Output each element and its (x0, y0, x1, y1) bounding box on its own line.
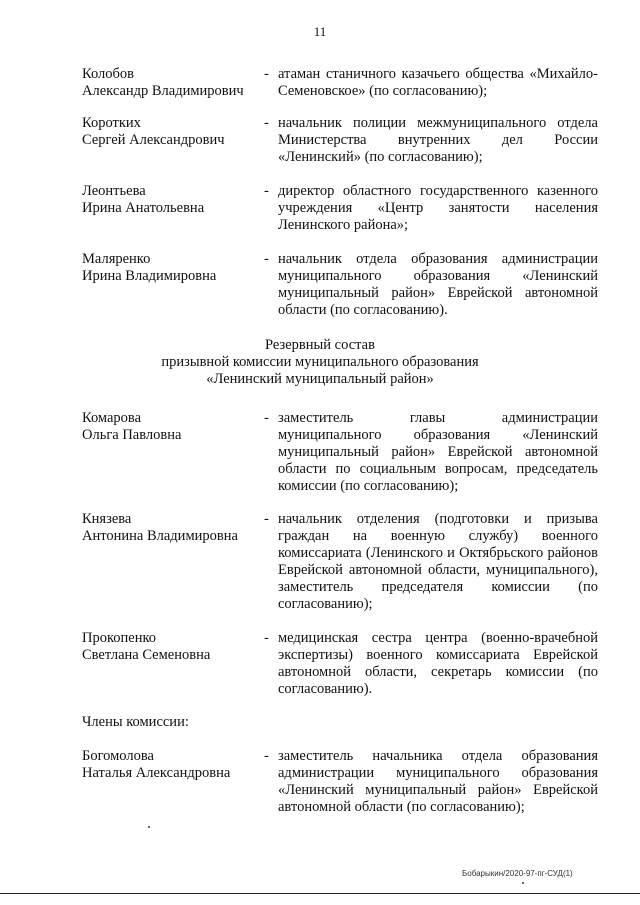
scan-speck (148, 826, 150, 828)
heading-line: призывной комиссии муниципального образования (161, 354, 479, 370)
person-given-names: Наталья Александровна (82, 765, 231, 781)
person-surname: Леонтьева (82, 183, 146, 199)
person-given-names: Ольга Павловна (82, 427, 182, 443)
entry-dash: - (264, 511, 269, 527)
entry-dash: - (264, 410, 269, 426)
person-name (82, 251, 262, 285)
person-surname: Прокопенко (82, 630, 157, 646)
person-position: начальник полиции межмуниципального отдела Министерства внутренних дел России «Ленинский» (по согласованию); (278, 115, 598, 165)
document-code: Бобарыкин/2020-97-пг-СУД(1) (462, 869, 573, 878)
person-name (82, 183, 262, 217)
person-name (82, 748, 262, 782)
entry-dash: - (264, 630, 269, 646)
person-given-names: Ирина Владимировна (82, 268, 217, 284)
entry-dash: - (264, 748, 269, 764)
person-surname: Князева (82, 511, 132, 527)
person-given-names: Ирина Анатольевна (82, 200, 205, 216)
person-position: медицинская сестра центра (военно-врачебной экспертизы) военного комиссариата Еврейской автономной области, секретарь комиссии (по согласованию). (278, 630, 598, 697)
entry-dash: - (264, 183, 269, 199)
person-name (82, 115, 262, 149)
heading-line: «Ленинский муниципальный район» (206, 371, 434, 387)
entry-dash: - (264, 66, 269, 82)
person-given-names: Антонина Владимировна (82, 528, 238, 544)
person-position: директор областного государственного казенного учреждения «Центр занятости населения Ленинского района»; (278, 183, 598, 233)
reserve-composition-heading (0, 337, 640, 388)
entry-dash: - (264, 115, 269, 131)
person-surname: Колобов (82, 66, 134, 82)
heading-line: Резервный состав (265, 337, 375, 353)
person-name (82, 410, 262, 444)
person-surname: Маляренко (82, 251, 151, 267)
person-position: заместитель главы администрации муниципального образования «Ленинский муниципальный район» Еврейской автономной области по социальным вопросам, председатель комиссии (по согласованию); (278, 410, 598, 494)
person-surname: Комарова (82, 410, 142, 426)
page-number: 11 (313, 24, 327, 39)
scan-speck (522, 882, 524, 884)
person-given-names: Сергей Александрович (82, 132, 225, 148)
person-given-names: Светлана Семеновна (82, 647, 211, 663)
person-position: заместитель начальника отдела образования администрации муниципального образования «Ленинский муниципальный район» Еврейской автономной области (по согласованию); (278, 748, 598, 815)
person-name (82, 630, 262, 664)
person-name (82, 511, 262, 545)
page-bottom-rule (0, 893, 640, 894)
person-surname: Богомолова (82, 748, 154, 764)
person-position: начальник отделения (подготовки и призыва граждан на военную службу) военного комиссариата (Ленинского и Октябрьского районов Еврейской автономной области, муниципального), заместитель председателя комиссии (по согласованию); (278, 511, 598, 612)
commission-members-label: Члены комиссии: (82, 714, 189, 730)
person-given-names: Александр Владимирович (82, 83, 244, 99)
person-position: начальник отдела образования администрации муниципального образования «Ленинский муниципальный район» Еврейской автономной области (по согласованию). (278, 251, 598, 318)
person-name (82, 66, 262, 100)
person-surname: Коротких (82, 115, 141, 131)
entry-dash: - (264, 251, 269, 267)
person-position: атаман станичного казачьего общества «Михайло-Семеновское» (по согласованию); (278, 66, 598, 99)
